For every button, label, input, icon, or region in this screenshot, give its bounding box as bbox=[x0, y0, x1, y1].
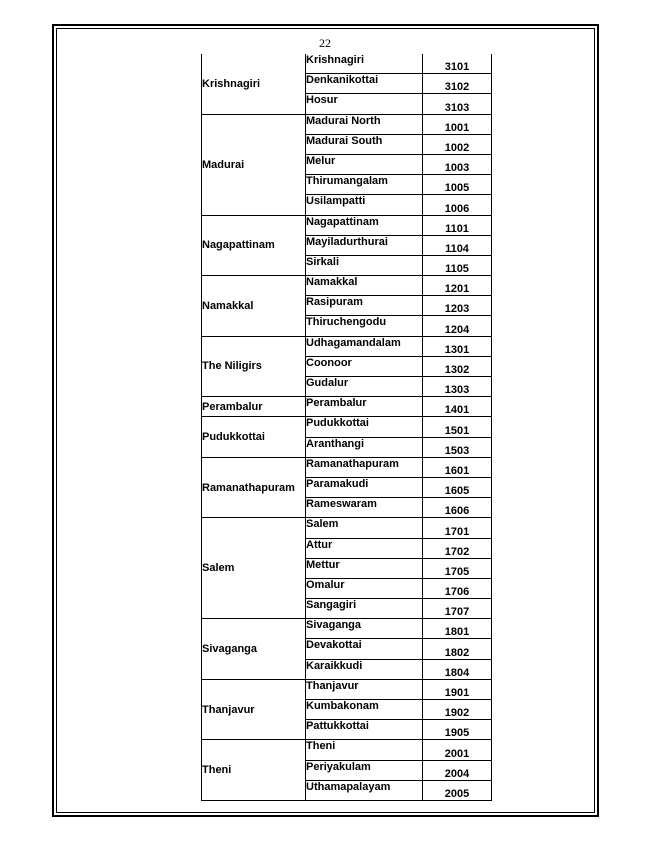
district-cell: Perambalur bbox=[202, 397, 306, 417]
district-cell: Theni bbox=[202, 740, 306, 801]
code-cell: 1105 bbox=[423, 255, 492, 275]
taluk-cell: Namakkal bbox=[306, 276, 423, 296]
table-row bbox=[202, 276, 492, 296]
taluk-cell: Madurai South bbox=[306, 134, 423, 154]
code-cell: 1707 bbox=[423, 599, 492, 619]
code-cell: 1503 bbox=[423, 437, 492, 457]
district-cell: The Niligirs bbox=[202, 336, 306, 397]
taluk-cell: Karaikkudi bbox=[306, 659, 423, 679]
district-cell: Krishnagiri bbox=[202, 54, 306, 114]
table-row bbox=[202, 740, 492, 760]
code-cell: 1203 bbox=[423, 296, 492, 316]
code-cell: 1001 bbox=[423, 114, 492, 134]
district-cell: Pudukkottai bbox=[202, 417, 306, 457]
table-row bbox=[202, 417, 492, 437]
district-cell: Thanjavur bbox=[202, 679, 306, 740]
code-cell: 1901 bbox=[423, 679, 492, 699]
table-body bbox=[202, 54, 492, 800]
district-cell: Namakkal bbox=[202, 276, 306, 337]
district-cell: Madurai bbox=[202, 114, 306, 215]
district-cell: Ramanathapuram bbox=[202, 457, 306, 518]
taluk-cell: Kumbakonam bbox=[306, 700, 423, 720]
code-cell: 1605 bbox=[423, 477, 492, 497]
table-row bbox=[202, 679, 492, 699]
taluk-cell: Mayiladurthurai bbox=[306, 235, 423, 255]
code-cell: 1501 bbox=[423, 417, 492, 437]
table-row bbox=[202, 336, 492, 356]
code-cell: 1003 bbox=[423, 154, 492, 174]
code-cell: 1702 bbox=[423, 538, 492, 558]
taluk-cell: Salem bbox=[306, 518, 423, 538]
taluk-cell: Pudukkottai bbox=[306, 417, 423, 437]
code-cell: 1303 bbox=[423, 377, 492, 397]
code-cell: 1706 bbox=[423, 578, 492, 598]
code-cell: 1902 bbox=[423, 700, 492, 720]
taluk-cell: Omalur bbox=[306, 578, 423, 598]
district-cell: Salem bbox=[202, 518, 306, 619]
code-cell: 1905 bbox=[423, 720, 492, 740]
taluk-cell: Sivaganga bbox=[306, 619, 423, 639]
taluk-cell: Theni bbox=[306, 740, 423, 760]
taluk-cell: Nagapattinam bbox=[306, 215, 423, 235]
code-cell: 1705 bbox=[423, 558, 492, 578]
taluk-cell: Sangagiri bbox=[306, 599, 423, 619]
code-cell: 3103 bbox=[423, 94, 492, 114]
table-row bbox=[202, 397, 492, 417]
code-cell: 1601 bbox=[423, 457, 492, 477]
code-cell: 1801 bbox=[423, 619, 492, 639]
district-taluk-code-table bbox=[201, 54, 492, 801]
taluk-cell: Ramanathapuram bbox=[306, 457, 423, 477]
taluk-cell: Paramakudi bbox=[306, 477, 423, 497]
taluk-cell: Rasipuram bbox=[306, 296, 423, 316]
code-cell: 1101 bbox=[423, 215, 492, 235]
code-cell: 2004 bbox=[423, 760, 492, 780]
taluk-cell: Usilampatti bbox=[306, 195, 423, 215]
page-number: 22 bbox=[319, 36, 331, 50]
table-row bbox=[202, 114, 492, 134]
code-cell: 1804 bbox=[423, 659, 492, 679]
taluk-cell: Hosur bbox=[306, 94, 423, 114]
table-row bbox=[202, 518, 492, 538]
code-cell: 1606 bbox=[423, 498, 492, 518]
taluk-cell: Madurai North bbox=[306, 114, 423, 134]
code-cell: 1005 bbox=[423, 175, 492, 195]
taluk-cell: Attur bbox=[306, 538, 423, 558]
code-cell: 1802 bbox=[423, 639, 492, 659]
taluk-cell: Coonoor bbox=[306, 356, 423, 376]
taluk-cell: Gudalur bbox=[306, 377, 423, 397]
taluk-cell: Thiruchengodu bbox=[306, 316, 423, 336]
taluk-cell: Udhagamandalam bbox=[306, 336, 423, 356]
taluk-cell: Melur bbox=[306, 154, 423, 174]
code-cell: 3102 bbox=[423, 74, 492, 94]
taluk-cell: Thanjavur bbox=[306, 679, 423, 699]
code-cell: 1006 bbox=[423, 195, 492, 215]
code-cell: 1204 bbox=[423, 316, 492, 336]
code-cell: 3101 bbox=[423, 54, 492, 74]
taluk-cell: Aranthangi bbox=[306, 437, 423, 457]
code-cell: 1104 bbox=[423, 235, 492, 255]
district-cell: Sivaganga bbox=[202, 619, 306, 680]
taluk-cell: Krishnagiri bbox=[306, 54, 423, 74]
taluk-cell: Thirumangalam bbox=[306, 175, 423, 195]
taluk-cell: Periyakulam bbox=[306, 760, 423, 780]
code-cell: 1302 bbox=[423, 356, 492, 376]
code-cell: 2005 bbox=[423, 780, 492, 800]
table-row bbox=[202, 457, 492, 477]
code-cell: 1201 bbox=[423, 276, 492, 296]
taluk-cell: Uthamapalayam bbox=[306, 780, 423, 800]
table-row bbox=[202, 619, 492, 639]
taluk-cell: Devakottai bbox=[306, 639, 423, 659]
taluk-cell: Rameswaram bbox=[306, 498, 423, 518]
taluk-cell: Mettur bbox=[306, 558, 423, 578]
taluk-cell: Pattukkottai bbox=[306, 720, 423, 740]
table-row bbox=[202, 54, 492, 74]
code-cell: 1401 bbox=[423, 397, 492, 417]
code-cell: 2001 bbox=[423, 740, 492, 760]
taluk-cell: Perambalur bbox=[306, 397, 423, 417]
code-cell: 1301 bbox=[423, 336, 492, 356]
taluk-cell: Sirkali bbox=[306, 255, 423, 275]
table-row bbox=[202, 215, 492, 235]
taluk-cell: Denkanikottai bbox=[306, 74, 423, 94]
code-cell: 1002 bbox=[423, 134, 492, 154]
district-cell: Nagapattinam bbox=[202, 215, 306, 276]
code-cell: 1701 bbox=[423, 518, 492, 538]
